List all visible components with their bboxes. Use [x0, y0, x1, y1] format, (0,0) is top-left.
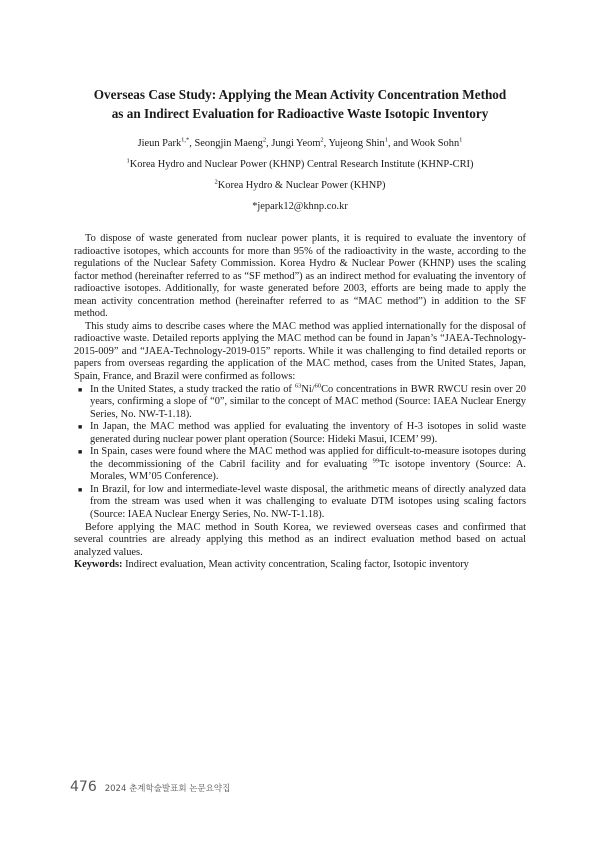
corresponding-email[interactable]: *jepark12@khnp.co.kr [252, 201, 348, 212]
square-bullet-icon: ■ [78, 448, 83, 457]
abstract-body [74, 233, 526, 572]
list-item-usa: ■ In the United States, a study tracked the ratio of $^{63}$Ni/$^{60}$Co concentrations in BWR RWCU resin over 20 years, confirming a slope of “0”, similar to the concept of MAC method (Source: IAEA Nuclear Energy Series, No. NW-T-1.18). [78, 382, 526, 420]
list-item-brazil: ■ In Brazil, for low and intermediate-level waste disposal, the arithmetic means of directly analyzed data from the stream was used when it was challenging to evaluate DTM isotopes using scaling factors (Source: IAEA Nuclear Energy Series, No. NW-T-1.18). [78, 483, 526, 521]
paragraph-aim: This study aims to describe cases where the MAC method was applied internationally for the disposal of radioactive waste. Detailed reports applying the MAC method can be found in Japan’s “JAEA-Technology-2015-009” and “JAEA-Technology-2019-015” reports. While it was challenging to find detailed reports or papers from overseas regarding the application of the MAC method, cases from the United States, Japan, Spain, France, and Brazil were confirmed as follows: [74, 320, 526, 383]
title-line-1: Overseas Case Study: Applying the Mean Activity Concentration Method [93, 87, 507, 102]
paragraph-conclusion: Before applying the MAC method in South Korea, we reviewed overseas cases and confirmed that several countries are already applying this method as an indirect evaluation method based on actual analyzed values. [74, 521, 526, 558]
keywords-label: Keywords: [74, 559, 123, 571]
paper-title [60, 85, 540, 123]
keywords [74, 559, 526, 572]
square-bullet-icon: ■ [78, 485, 83, 494]
author-block [40, 136, 560, 214]
affiliation-2: $^2$Korea Hydro & Nuclear Power (KHNP) [214, 178, 386, 191]
author-list: Jieun Park$^{1,*}$, Seongjin Maeng$^2$, Jungi Yeom$^2$, Yujeong Shin$^1$, and Wook Sohn$^1$ [137, 136, 463, 149]
page-footer [70, 779, 230, 795]
list-item-japan: ■ In Japan, the MAC method was applied for evaluating the inventory of H-3 isotopes in solid waste generated during nuclear power plant operation (Source: Hideki Masui, ICEM’ 99). [78, 421, 526, 445]
case-list [74, 384, 526, 522]
square-bullet-icon: ■ [78, 385, 83, 394]
proceedings-title: 2024 춘계학술발표회 논문요약집 [104, 784, 231, 794]
list-item-spain: ■ In Spain, cases were found where the MAC method was applied for difficult-to-measure isotopes during the decommissioning of the Cabril facility and for evaluating $^{99}$Tc isotope inventory (Source: A. Morales, WM’05 Conference). [78, 446, 526, 483]
title-line-2: as an Indirect Evaluation for Radioactive Waste Isotopic Inventory [111, 106, 489, 121]
paragraph-intro: To dispose of waste generated from nuclear power plants, it is required to evaluate the inventory of radioactive isotopes, which accounts for more than 95% of the radioactivity in the waste, according to the regulations of the Nuclear Safety Commission. Korea Hydro & Nuclear Power (KHNP) uses the scaling factor method (hereinafter referred to as “SF method”) as an indirect method for evaluating the inventory of radioactive isotopes. Additionally, for waste generated before 2003, efforts are being made to apply the mean activity concentration method (hereinafter referred to as “MAC method”) in addition to the SF method. [74, 233, 526, 320]
page-number: 476 [70, 779, 97, 795]
keywords-text: Indirect evaluation, Mean activity concentration, Scaling factor, Isotopic inventory [122, 559, 469, 571]
affiliation-1: $^1$Korea Hydro and Nuclear Power (KHNP) Central Research Institute (KHNP-CRI) [126, 157, 474, 170]
square-bullet-icon: ■ [78, 423, 83, 432]
